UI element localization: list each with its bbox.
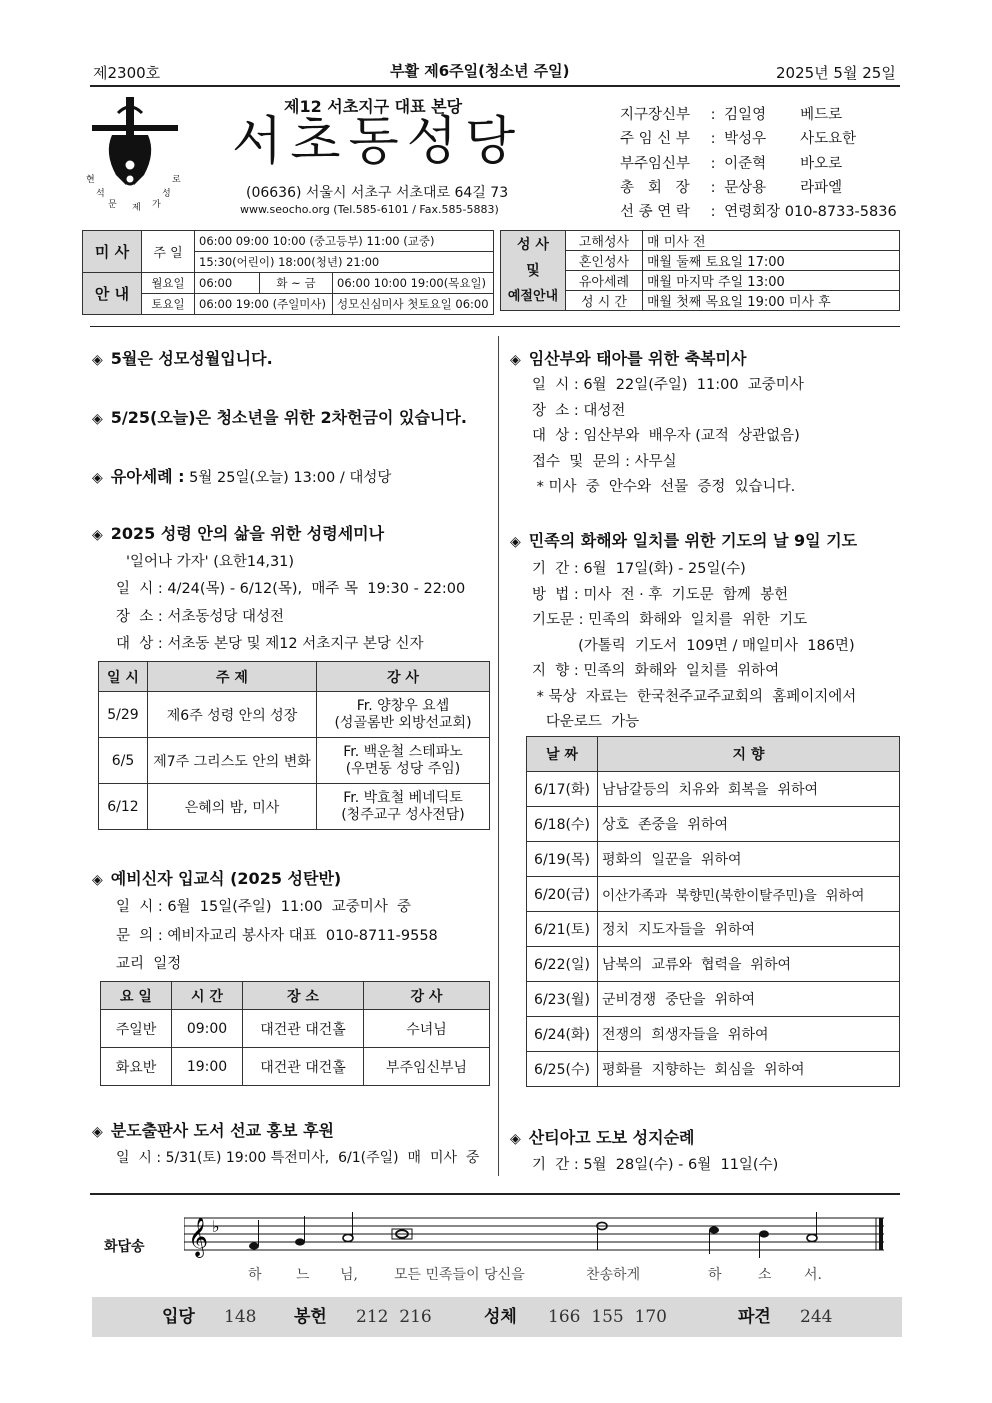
parish-address: (06636) 서울시 서초구 서초대로 64길 73 bbox=[246, 185, 509, 201]
class-place: 대건관 대건홀 bbox=[243, 1010, 364, 1048]
table-header: 시 간 bbox=[172, 982, 243, 1010]
sacrament-value: 매월 마지막 주일 13:00 bbox=[643, 271, 900, 291]
peace-line: 방 법 : 미사 전 · 후 기도문 함께 봉헌 bbox=[532, 587, 789, 603]
staff-role: 지구장신부 bbox=[620, 107, 691, 123]
staff-name: 이준혁 bbox=[724, 155, 767, 172]
logo-char: 로 bbox=[172, 175, 181, 185]
diamond-icon: ◈ bbox=[510, 1131, 521, 1147]
communion-label: 성체 bbox=[484, 1307, 517, 1327]
staff-role: 주 임 신 부 bbox=[620, 131, 690, 148]
table-row bbox=[101, 1010, 490, 1048]
peace-line: 기도문 : 민족의 화해와 일치를 위한 기도 bbox=[532, 612, 808, 628]
mary-mass: 성모신심미사 첫토요일 06:00 bbox=[333, 294, 494, 315]
table-header: 일 시 bbox=[99, 662, 148, 692]
sacrament-label-c: 예절안내 bbox=[507, 288, 559, 304]
pregnancy-line: 접수 및 문의 : 사무실 bbox=[532, 454, 677, 470]
notice-baptism bbox=[92, 464, 391, 487]
baptism-text: 5월 25일(오늘) 13:00 / 대성당 bbox=[184, 470, 392, 486]
staff-list: 지구장신부 : 김일영 베드로 주 임 신 부 : 박성우 사도요한 부주임신부 : 이준혁 바오로 총 회 장 : 문상용 라파엘 선 종 연 락 : 연령회장 010-8733-5836 bbox=[620, 103, 897, 224]
peace-line: 기 간 : 6월 17일(화) - 25일(수) bbox=[532, 561, 746, 577]
table-header: 장 소 bbox=[243, 982, 364, 1010]
recessional-label: 파견 bbox=[738, 1307, 771, 1327]
saturday-times: 06:00 19:00 (주일미사) bbox=[195, 294, 333, 315]
staff-baptismal: 사도요한 bbox=[800, 131, 857, 148]
pregnancy-line: 일 시 : 6월 22일(주일) 11:00 교중미사 bbox=[532, 377, 804, 393]
music-staff bbox=[184, 1210, 886, 1258]
intention-date: 6/17(화) bbox=[527, 772, 598, 807]
seminar-topic: 제6주 성령 안의 성장 bbox=[148, 692, 317, 738]
intention-date: 6/22(일) bbox=[527, 947, 598, 982]
pregnancy-line: 장 소 : 대성전 bbox=[532, 403, 626, 419]
seminar-place: 장 소 : 서초동성당 대성전 bbox=[116, 609, 285, 625]
offertory-numbers: 212 216 bbox=[356, 1307, 432, 1327]
peace-line: 다운로드 가능 bbox=[532, 714, 640, 730]
table-row bbox=[99, 784, 490, 830]
seminar-speaker-affil: (청주교구 성사전담) bbox=[341, 806, 465, 823]
intention-date: 6/21(토) bbox=[527, 912, 598, 947]
sunday-times-1: 06:00 09:00 10:00 (중고등부) 11:00 (교중) bbox=[195, 231, 494, 252]
mass-label-b: 안 내 bbox=[94, 285, 130, 303]
intention-text: 남북의 교류와 협력을 위하여 bbox=[598, 947, 900, 982]
table-row bbox=[99, 738, 490, 784]
offertory-label: 봉헌 bbox=[294, 1307, 327, 1327]
baptism-label: 유아세례 : bbox=[110, 467, 185, 486]
saturday-label: 토요일 bbox=[142, 294, 195, 315]
sacrament-value: 매월 둘째 토요일 17:00 bbox=[643, 251, 900, 271]
psalm-label: 화답송 bbox=[104, 1239, 145, 1255]
column-divider bbox=[498, 336, 499, 1176]
seminar-date: 5/29 bbox=[99, 692, 148, 738]
class-teacher: 수녀님 bbox=[364, 1010, 490, 1048]
book-title: 분도출판사 도서 선교 홍보 후원 bbox=[110, 1121, 334, 1140]
lyric: 느 bbox=[296, 1267, 310, 1283]
intention-text: 전쟁의 희생자들을 위하여 bbox=[598, 1017, 900, 1052]
svg-text:♭: ♭ bbox=[212, 1217, 220, 1236]
mass-label-a: 미 사 bbox=[94, 242, 130, 261]
diamond-icon: ◈ bbox=[92, 1124, 103, 1140]
class-teacher: 부주임신부님 bbox=[364, 1048, 490, 1086]
intention-text: 정치 지도자들을 위하여 bbox=[598, 912, 900, 947]
hymn-bar bbox=[92, 1297, 902, 1337]
catechumen-inquiry: 문 의 : 예비자교리 봉사자 대표 010-8711-9558 bbox=[116, 928, 438, 944]
peace-title: 민족의 화해와 일치를 위한 기도의 날 9일 기도 bbox=[528, 531, 858, 550]
issue-number: 제2300호 bbox=[93, 64, 161, 82]
lyric: 하 bbox=[708, 1267, 722, 1283]
staff-baptismal: 베드로 bbox=[800, 107, 843, 123]
sacrament-value: 매월 첫째 목요일 19:00 미사 후 bbox=[643, 291, 900, 311]
table-row bbox=[527, 912, 900, 947]
logo-char: 가 bbox=[152, 200, 161, 210]
book-time: 일 시 : 5/31(토) 19:00 특전미사, 6/1(주일) 매 미사 중 bbox=[116, 1150, 480, 1166]
diamond-icon: ◈ bbox=[510, 352, 521, 368]
pregnancy-title: 임산부와 태아를 위한 축복미사 bbox=[528, 349, 747, 368]
table-row bbox=[527, 807, 900, 842]
notice-may bbox=[92, 346, 273, 369]
intention-date: 6/23(월) bbox=[527, 982, 598, 1017]
pregnancy-heading bbox=[510, 346, 746, 369]
logo-char: 제 bbox=[132, 203, 141, 213]
lyric: 찬송하게 bbox=[586, 1267, 641, 1283]
sacrament-label-a: 성 사 bbox=[517, 236, 549, 253]
table-header: 요 일 bbox=[101, 982, 172, 1010]
seminar-time: 일 시 : 4/24(목) - 6/12(목), 매주 목 19:30 - 22:00 bbox=[116, 581, 466, 597]
lyric: 모든 민족들이 당신을 bbox=[394, 1267, 525, 1283]
table-header: 강 사 bbox=[364, 982, 490, 1010]
parish-title: 서초동성당 bbox=[232, 112, 524, 172]
diamond-icon: ◈ bbox=[92, 352, 103, 368]
sacrament-value: 매 미사 전 bbox=[643, 231, 900, 251]
santiago-heading bbox=[510, 1125, 694, 1148]
seminar-date: 6/5 bbox=[99, 738, 148, 784]
intention-text: 군비경쟁 중단을 위하여 bbox=[598, 982, 900, 1017]
sunday-name: 부활 제6주일(청소년 주일) bbox=[390, 62, 570, 80]
diamond-icon: ◈ bbox=[510, 534, 521, 550]
recessional-number: 244 bbox=[800, 1307, 833, 1327]
staff-baptismal: 바오로 bbox=[800, 155, 843, 172]
seminar-speaker: Fr. 박효철 베네딕토 bbox=[343, 789, 463, 806]
intention-text: 평화를 지향하는 회심을 위하여 bbox=[598, 1052, 900, 1087]
santiago-line: 기 간 : 5월 28일(수) - 6월 11일(수) bbox=[532, 1157, 779, 1173]
seminar-title: 2025 성령 안의 삶을 위한 성령세미나 bbox=[110, 524, 385, 543]
staff-name: 문상용 bbox=[724, 179, 767, 196]
class-place: 대건관 대건홀 bbox=[243, 1048, 364, 1086]
pregnancy-line: 대 상 : 임산부와 배우자 (교적 상관없음) bbox=[532, 428, 800, 444]
intention-date: 6/18(수) bbox=[527, 807, 598, 842]
staff-role: 부주임신부 bbox=[620, 155, 691, 172]
intention-text: 남남갈등의 치유와 회복을 위하여 bbox=[598, 772, 900, 807]
table-row bbox=[527, 772, 900, 807]
class-time: 09:00 bbox=[172, 1010, 243, 1048]
monday-time: 06:00 bbox=[195, 273, 260, 294]
communion-numbers: 166 155 170 bbox=[548, 1307, 667, 1327]
entrance-number: 148 bbox=[224, 1307, 257, 1327]
notice-youth-text: 5/25(오늘)은 청소년을 위한 2차헌금이 있습니다. bbox=[110, 408, 467, 427]
sacrament-key: 혼인성사 bbox=[566, 251, 643, 271]
svg-text:𝄞: 𝄞 bbox=[188, 1217, 209, 1257]
intention-date: 6/20(금) bbox=[527, 877, 598, 912]
notice-youth bbox=[92, 405, 467, 428]
table-header: 강 사 bbox=[317, 662, 490, 692]
table-header: 날 짜 bbox=[527, 737, 598, 772]
tuefri-times: 06:00 10:00 19:00(목요일) bbox=[333, 273, 494, 294]
santiago-title: 산티아고 도보 성지순례 bbox=[528, 1128, 695, 1147]
seminar-topic: 은혜의 밤, 미사 bbox=[148, 784, 317, 830]
class-day: 주일반 bbox=[101, 1010, 172, 1048]
table-row bbox=[99, 692, 490, 738]
diamond-icon: ◈ bbox=[92, 411, 103, 427]
book-heading bbox=[92, 1118, 334, 1141]
table-row bbox=[527, 877, 900, 912]
intention-date: 6/25(수) bbox=[527, 1052, 598, 1087]
peace-line: * 묵상 자료는 한국천주교주교회의 홈페이지에서 bbox=[532, 689, 857, 705]
seminar-speaker-affil: (성골롬반 외방선교회) bbox=[334, 714, 472, 731]
logo-char: 성 bbox=[162, 189, 171, 199]
diamond-icon: ◈ bbox=[92, 872, 103, 888]
intention-text: 상호 존중을 위하여 bbox=[598, 807, 900, 842]
lyric: 님, bbox=[340, 1267, 358, 1283]
parish-contact: www.seocho.org (Tel.585-6101 / Fax.585-5883) bbox=[240, 203, 499, 216]
class-day: 화요반 bbox=[101, 1048, 172, 1086]
staff-name: 연령회장 010-8733-5836 bbox=[724, 204, 897, 221]
sacrament-key: 유아세례 bbox=[566, 271, 643, 291]
intention-text: 평화의 일꾼을 위하여 bbox=[598, 842, 900, 877]
lyric: 서. bbox=[804, 1267, 822, 1283]
table-row bbox=[527, 842, 900, 877]
sacraments-table bbox=[500, 230, 900, 311]
issue-date: 2025년 5월 25일 bbox=[776, 64, 896, 82]
seminar-heading bbox=[92, 521, 384, 544]
seminar-speaker-affil: (우면동 성당 주임) bbox=[345, 760, 461, 777]
diamond-icon: ◈ bbox=[92, 527, 103, 543]
table-row bbox=[527, 982, 900, 1017]
staff-baptismal: 라파엘 bbox=[800, 179, 843, 196]
intention-text: 이산가족과 북향민(북한이탈주민)을 위하여 bbox=[598, 877, 900, 912]
logo-char: 현 bbox=[86, 175, 95, 185]
staff-role: 총 회 장 bbox=[620, 179, 690, 196]
catechumen-time: 일 시 : 6월 15일(주일) 11:00 교중미사 중 bbox=[116, 899, 412, 915]
staff-name: 김일영 bbox=[724, 107, 767, 123]
table-header: 주 제 bbox=[148, 662, 317, 692]
catechumen-schedule: 교리 일정 bbox=[116, 956, 182, 972]
tuefri-label: 화 ~ 금 bbox=[260, 273, 333, 294]
sacrament-label-b: 및 bbox=[526, 262, 540, 279]
table-row bbox=[527, 947, 900, 982]
sacrament-key: 성 시 간 bbox=[566, 291, 643, 311]
catechism-table bbox=[100, 981, 490, 1086]
peace-line: 지 향 : 민족의 화해와 일치를 위하여 bbox=[532, 663, 780, 679]
seminar-target: 대 상 : 서초동 본당 및 제12 서초지구 본당 신자 bbox=[116, 636, 424, 652]
sunday-times-2: 15:30(어린이) 18:00(청년) 21:00 bbox=[195, 252, 494, 273]
lyric: 소 bbox=[758, 1267, 772, 1283]
seminar-date: 6/12 bbox=[99, 784, 148, 830]
diamond-icon: ◈ bbox=[92, 470, 103, 486]
seminar-topic: 제7주 그리스도 안의 변화 bbox=[148, 738, 317, 784]
seminar-quote: '일어나 가자' (요한14,31) bbox=[126, 554, 295, 570]
peace-line: (가톨릭 기도서 109면 / 매일미사 186면) bbox=[532, 638, 855, 654]
table-row bbox=[527, 1052, 900, 1087]
intentions-table bbox=[526, 736, 900, 1087]
lyric: 하 bbox=[248, 1267, 262, 1283]
seminar-speaker: Fr. 양창우 요셉 bbox=[356, 697, 450, 714]
monday-label: 월요일 bbox=[142, 273, 195, 294]
seminar-speaker: Fr. 백운철 스테파노 bbox=[343, 743, 463, 760]
class-time: 19:00 bbox=[172, 1048, 243, 1086]
mass-schedule-table bbox=[82, 230, 494, 315]
sunday-label: 주 일 bbox=[142, 231, 195, 273]
table-row bbox=[101, 1048, 490, 1086]
pregnancy-line: * 미사 중 안수와 선물 증정 있습니다. bbox=[532, 479, 796, 495]
staff-role: 선 종 연 락 bbox=[620, 204, 690, 221]
parish-subtitle: 제12 서초지구 대표 본당 bbox=[284, 97, 463, 116]
entrance-label: 입당 bbox=[162, 1307, 195, 1327]
staff-name: 박성우 bbox=[724, 131, 767, 148]
table-header: 지 향 bbox=[598, 737, 900, 772]
catechumen-title: 예비신자 입교식 (2025 성탄반) bbox=[110, 869, 342, 888]
logo-char: 석 bbox=[96, 189, 105, 199]
table-row bbox=[527, 1017, 900, 1052]
peace-heading bbox=[510, 528, 857, 551]
sacrament-key: 고해성사 bbox=[566, 231, 643, 251]
logo-char: 문 bbox=[108, 200, 117, 210]
intention-date: 6/19(목) bbox=[527, 842, 598, 877]
intention-date: 6/24(화) bbox=[527, 1017, 598, 1052]
notice-may-text: 5월은 성모성월입니다. bbox=[110, 349, 273, 368]
catechumen-heading bbox=[92, 866, 341, 889]
seminar-table bbox=[98, 661, 490, 830]
